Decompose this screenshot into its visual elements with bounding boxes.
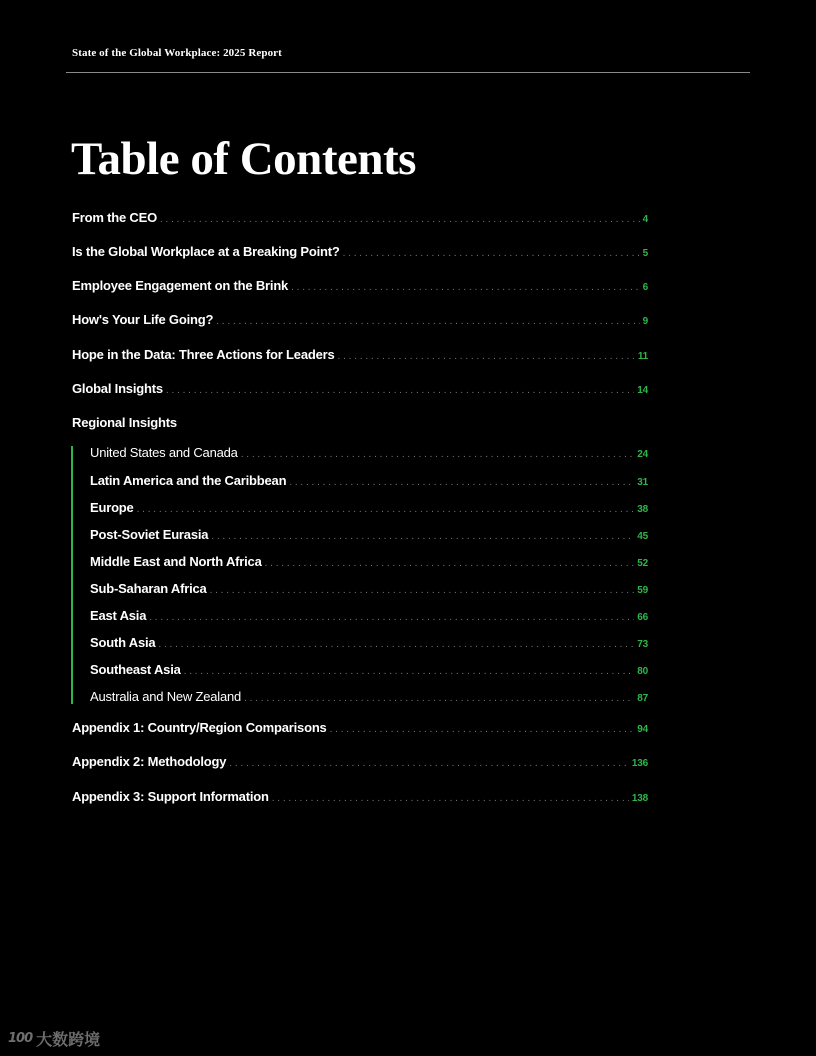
toc-entry-appendix-3[interactable] — [72, 788, 648, 806]
dot-leader — [244, 690, 634, 708]
toc-entry-latin-america[interactable] — [90, 472, 648, 490]
toc-entry-label: From the CEO — [72, 210, 157, 225]
header-rule — [66, 72, 750, 73]
toc-entry-global-insights[interactable] — [72, 380, 648, 398]
toc-entry-label: United States and Canada — [90, 445, 238, 460]
toc-entry-breaking-point[interactable] — [72, 243, 648, 261]
toc-entry-label: Employee Engagement on the Brink — [72, 278, 289, 293]
toc-page-number: 45 — [637, 531, 648, 542]
toc-page-number: 4 — [642, 214, 648, 225]
toc-entry-label: East Asia — [90, 608, 147, 623]
toc-entry-middle-east-north-africa[interactable] — [90, 553, 648, 571]
toc-page-number: 138 — [631, 793, 648, 804]
dot-leader — [216, 313, 639, 331]
dot-leader — [166, 382, 634, 400]
toc-page-number: 59 — [637, 585, 648, 596]
toc-entry-label: Australia and New Zealand — [90, 689, 242, 704]
toc-entry-label: Post-Soviet Eurasia — [90, 527, 209, 542]
toc-entry-south-asia[interactable] — [90, 634, 648, 652]
toc-page-number: 11 — [637, 351, 648, 362]
toc-entry-europe[interactable] — [90, 499, 648, 517]
toc-entry-united-states-canada[interactable] — [90, 444, 648, 462]
toc-entry-from-the-ceo[interactable] — [72, 209, 648, 227]
dot-leader — [289, 474, 634, 492]
toc-page-number: 87 — [637, 693, 648, 704]
toc-entry-post-soviet-eurasia[interactable] — [90, 526, 648, 544]
toc-entry-employee-engagement[interactable] — [72, 277, 648, 295]
toc-entry-label: Appendix 2: Methodology — [72, 754, 227, 769]
dot-leader — [265, 555, 635, 573]
watermark-text: 大数跨境 — [36, 1030, 101, 1049]
toc-page-number: 52 — [637, 558, 648, 569]
toc-page-number: 136 — [631, 758, 648, 769]
toc-entry-label: Middle East and North Africa — [90, 554, 262, 569]
toc-entry-label: How's Your Life Going? — [72, 312, 214, 327]
dot-leader — [343, 245, 640, 263]
toc-entry-southeast-asia[interactable] — [90, 661, 648, 679]
dot-leader — [272, 790, 629, 808]
watermark — [8, 1027, 100, 1050]
toc-entry-east-asia[interactable] — [90, 607, 648, 625]
toc-page-number: 5 — [642, 248, 648, 259]
toc-entry-australia-new-zealand[interactable] — [90, 688, 648, 706]
dot-leader — [160, 211, 640, 229]
toc-entry-label: South Asia — [90, 635, 156, 650]
dot-leader — [137, 501, 635, 519]
toc-page-number: 24 — [637, 449, 648, 460]
toc-page-number: 73 — [637, 639, 648, 650]
watermark-logo-icon: 100 — [8, 1031, 33, 1046]
toc-entry-sub-saharan-africa[interactable] — [90, 580, 648, 598]
toc-entry-appendix-2[interactable] — [72, 753, 648, 771]
dot-leader — [330, 721, 635, 739]
toc-entry-label: Hope in the Data: Three Actions for Leaders — [72, 347, 335, 362]
toc-entry-appendix-1[interactable] — [72, 719, 648, 737]
dot-leader — [211, 528, 634, 546]
running-header: State of the Global Workplace: 2025 Report — [72, 47, 282, 59]
toc-entry-label: Europe — [90, 500, 134, 515]
toc-page-number: 6 — [642, 282, 648, 293]
regional-section-accent-bar — [71, 446, 73, 704]
dot-leader — [338, 348, 635, 366]
toc-entry-label: Latin America and the Caribbean — [90, 473, 287, 488]
toc-page-number: 94 — [637, 724, 648, 735]
toc-page-number: 38 — [637, 504, 648, 515]
toc-page-number: 66 — [637, 612, 648, 623]
dot-leader — [184, 663, 635, 681]
dot-leader — [229, 755, 629, 773]
toc-entry-label: Is the Global Workplace at a Breaking Point? — [72, 244, 340, 259]
toc-page-number: 9 — [642, 316, 648, 327]
page-title: Table of Contents — [71, 133, 416, 185]
regional-insights-heading: Regional Insights — [72, 415, 177, 430]
dot-leader — [210, 582, 635, 600]
toc-page-number: 14 — [637, 385, 648, 396]
toc-entry-label: Appendix 1: Country/Region Comparisons — [72, 720, 327, 735]
toc-page-number: 80 — [637, 666, 648, 677]
toc-entry-label: Sub-Saharan Africa — [90, 581, 207, 596]
toc-entry-hows-your-life[interactable] — [72, 311, 648, 329]
dot-leader — [158, 636, 634, 654]
toc-entry-label: Global Insights — [72, 381, 163, 396]
dot-leader — [291, 279, 640, 297]
toc-page-number: 31 — [637, 477, 648, 488]
dot-leader — [241, 446, 635, 464]
toc-entry-label: Southeast Asia — [90, 662, 181, 677]
toc-entry-hope-in-the-data[interactable] — [72, 346, 648, 364]
dot-leader — [149, 609, 634, 627]
toc-entry-label: Appendix 3: Support Information — [72, 789, 269, 804]
